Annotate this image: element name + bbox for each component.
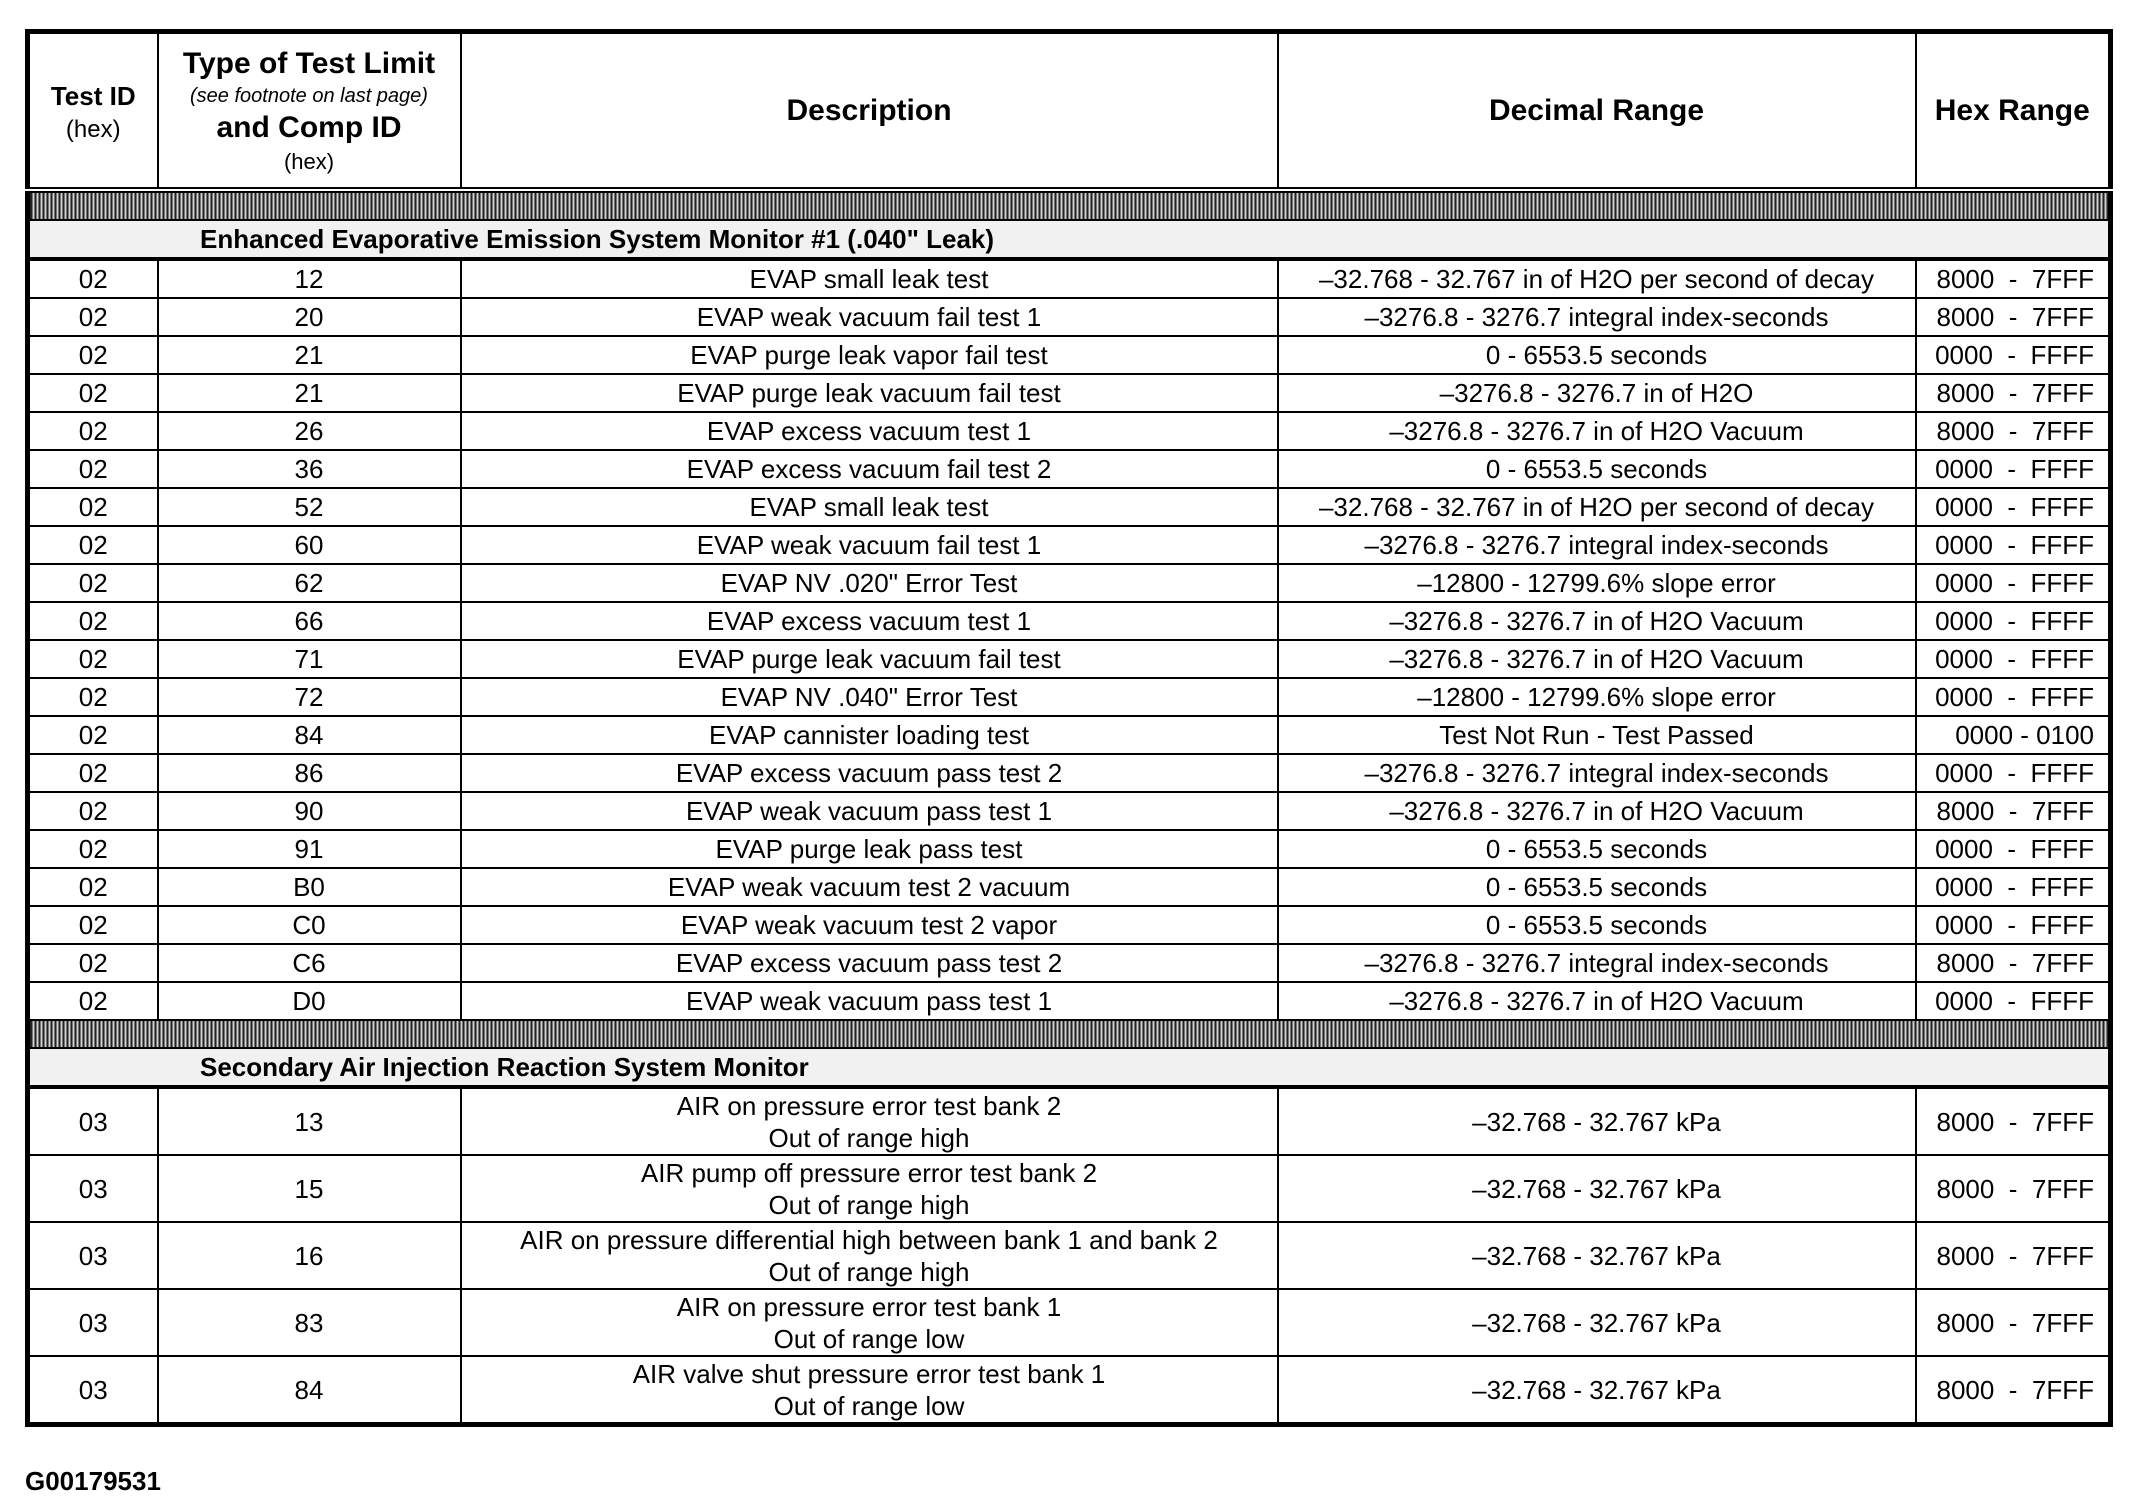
section-title: Enhanced Evaporative Emission System Monitor #1 (.040" Leak) [28, 220, 2111, 259]
cell-comp-id: 90 [158, 792, 461, 830]
cell-decimal-range: –3276.8 - 3276.7 integral index-seconds [1278, 944, 1916, 982]
hex-range-value: 0000 - FFFF [1935, 340, 2094, 370]
cell-decimal-range: –32.768 - 32.767 kPa [1278, 1289, 1916, 1356]
table-row [28, 374, 2111, 412]
cell-description: EVAP excess vacuum test 1 [461, 412, 1278, 450]
table-row [28, 1289, 2111, 1356]
cell-hex-range [1916, 1289, 2111, 1356]
cell-decimal-range: 0 - 6553.5 seconds [1278, 868, 1916, 906]
hex-range-value: 8000 - 7FFF [1936, 378, 2094, 408]
cell-hex-range [1916, 526, 2111, 564]
hex-range-value: 0000 - FFFF [1935, 492, 2094, 522]
section-header-row [28, 1048, 2111, 1087]
cell-decimal-range: –32.768 - 32.767 in of H2O per second of decay [1278, 259, 1916, 298]
cell-hex-range [1916, 678, 2111, 716]
cell-description: EVAP purge leak pass test [461, 830, 1278, 868]
cell-decimal-range: –32.768 - 32.767 kPa [1278, 1222, 1916, 1289]
description-line-2: Out of range high [768, 1189, 970, 1220]
cell-decimal-range: –3276.8 - 3276.7 integral index-seconds [1278, 298, 1916, 336]
table-row [28, 602, 2111, 640]
cell-hex-range [1916, 298, 2111, 336]
cell-test-id: 02 [28, 944, 158, 982]
cell-test-id: 02 [28, 830, 158, 868]
cell-test-id: 03 [28, 1289, 158, 1356]
table-header-row [28, 32, 2111, 191]
cell-description: EVAP weak vacuum pass test 1 [461, 792, 1278, 830]
cell-description: EVAP weak vacuum test 2 vapor [461, 906, 1278, 944]
cell-decimal-range: –32.768 - 32.767 kPa [1278, 1356, 1916, 1425]
table-row [28, 716, 2111, 754]
cell-description: EVAP NV .040" Error Test [461, 678, 1278, 716]
table-row [28, 982, 2111, 1020]
figure-id: G00179531 [25, 1466, 161, 1496]
cell-comp-id: 52 [158, 488, 461, 526]
cell-description [461, 1155, 1278, 1222]
header-hex-range [1916, 32, 2111, 191]
description-line-1: AIR on pressure differential high between bank 1 and bank 2 [520, 1224, 1218, 1255]
cell-decimal-range: –3276.8 - 3276.7 in of H2O Vacuum [1278, 602, 1916, 640]
cell-comp-id: 12 [158, 259, 461, 298]
table-row [28, 640, 2111, 678]
cell-comp-id: 13 [158, 1087, 461, 1155]
cell-decimal-range: –3276.8 - 3276.7 integral index-seconds [1278, 526, 1916, 564]
cell-hex-range [1916, 830, 2111, 868]
cell-test-id: 02 [28, 982, 158, 1020]
cell-hex-range [1916, 259, 2111, 298]
cell-test-id: 02 [28, 374, 158, 412]
cell-test-id: 02 [28, 716, 158, 754]
cell-decimal-range: 0 - 6553.5 seconds [1278, 906, 1916, 944]
header-hex-range-label: Hex Range [1934, 93, 2090, 127]
description-line-1: AIR valve shut pressure error test bank 1 [632, 1358, 1106, 1389]
cell-test-id: 02 [28, 868, 158, 906]
header-comp-id-label: and Comp ID [216, 110, 402, 144]
table-row [28, 868, 2111, 906]
hex-range-value: 8000 - 7FFF [1936, 1307, 2094, 1338]
hex-range-value: 0000 - FFFF [1935, 568, 2094, 598]
cell-decimal-range: –3276.8 - 3276.7 in of H2O Vacuum [1278, 412, 1916, 450]
cell-description: EVAP cannister loading test [461, 716, 1278, 754]
cell-hex-range [1916, 1356, 2111, 1425]
hex-range-value: 0000 - FFFF [1935, 682, 2094, 712]
cell-decimal-range: –3276.8 - 3276.7 in of H2O Vacuum [1278, 792, 1916, 830]
cell-comp-id: 71 [158, 640, 461, 678]
cell-hex-range [1916, 944, 2111, 982]
section-divider [28, 190, 2111, 220]
cell-description [461, 1289, 1278, 1356]
cell-comp-id: D0 [158, 982, 461, 1020]
description-line-2: Out of range high [768, 1256, 970, 1287]
cell-description: EVAP excess vacuum test 1 [461, 602, 1278, 640]
cell-comp-id: 36 [158, 450, 461, 488]
cell-comp-id: 16 [158, 1222, 461, 1289]
header-type-label: Type of Test Limit [182, 46, 436, 80]
hex-range-value: 8000 - 7FFF [1936, 302, 2094, 332]
header-test-id [28, 32, 158, 191]
cell-comp-id: 84 [158, 716, 461, 754]
table-row [28, 336, 2111, 374]
cell-decimal-range: –32.768 - 32.767 kPa [1278, 1155, 1916, 1222]
table-row [28, 678, 2111, 716]
table-row [28, 1222, 2111, 1289]
header-test-id-label: Test ID [50, 80, 136, 111]
table-row [28, 488, 2111, 526]
table-row [28, 564, 2111, 602]
cell-test-id: 02 [28, 754, 158, 792]
cell-test-id: 03 [28, 1155, 158, 1222]
cell-comp-id: C6 [158, 944, 461, 982]
cell-description: EVAP NV .020" Error Test [461, 564, 1278, 602]
cell-comp-id: 72 [158, 678, 461, 716]
table-row [28, 792, 2111, 830]
cell-comp-id: 15 [158, 1155, 461, 1222]
cell-comp-id: 60 [158, 526, 461, 564]
cell-hex-range [1916, 374, 2111, 412]
cell-comp-id: 83 [158, 1289, 461, 1356]
cell-description: EVAP excess vacuum pass test 2 [461, 754, 1278, 792]
cell-decimal-range: –3276.8 - 3276.7 in of H2O Vacuum [1278, 982, 1916, 1020]
header-decimal-range-label: Decimal Range [1488, 93, 1705, 127]
cell-comp-id: 20 [158, 298, 461, 336]
cell-test-id: 02 [28, 450, 158, 488]
cell-decimal-range: –32.768 - 32.767 in of H2O per second of decay [1278, 488, 1916, 526]
cell-test-id: 02 [28, 678, 158, 716]
table-row [28, 754, 2111, 792]
cell-comp-id: 62 [158, 564, 461, 602]
hex-range-value: 0000 - FFFF [1935, 910, 2094, 940]
cell-hex-range [1916, 412, 2111, 450]
cell-hex-range [1916, 792, 2111, 830]
description-line-1: AIR pump off pressure error test bank 2 [640, 1157, 1098, 1188]
cell-description: EVAP weak vacuum pass test 1 [461, 982, 1278, 1020]
table-row [28, 1356, 2111, 1425]
cell-description: EVAP small leak test [461, 488, 1278, 526]
table-row [28, 526, 2111, 564]
cell-description: EVAP small leak test [461, 259, 1278, 298]
hex-range-value: 8000 - 7FFF [1936, 1240, 2094, 1271]
hex-range-value: 8000 - 7FFF [1936, 1374, 2094, 1405]
cell-description [461, 1087, 1278, 1155]
table-row [28, 259, 2111, 298]
cell-test-id: 02 [28, 602, 158, 640]
description-line-2: Out of range low [773, 1390, 965, 1421]
cell-hex-range [1916, 754, 2111, 792]
cell-description: EVAP weak vacuum fail test 1 [461, 298, 1278, 336]
header-description [461, 32, 1278, 191]
cell-decimal-range: –12800 - 12799.6% slope error [1278, 678, 1916, 716]
hex-range-value: 8000 - 7FFF [1936, 416, 2094, 446]
cell-hex-range [1916, 450, 2111, 488]
cell-hex-range [1916, 336, 2111, 374]
cell-comp-id: 21 [158, 336, 461, 374]
hex-range-value: 8000 - 7FFF [1936, 796, 2094, 826]
cell-hex-range [1916, 716, 2111, 754]
description-line-1: AIR on pressure error test bank 2 [676, 1090, 1062, 1121]
table-row [28, 906, 2111, 944]
description-line-2: Out of range low [773, 1323, 965, 1354]
cell-hex-range [1916, 488, 2111, 526]
hex-range-value: 0000 - FFFF [1935, 454, 2094, 484]
section-divider-band [28, 1020, 2111, 1048]
hex-range-value: 8000 - 7FFF [1936, 1173, 2094, 1204]
cell-decimal-range: Test Not Run - Test Passed [1278, 716, 1916, 754]
cell-description: EVAP weak vacuum test 2 vacuum [461, 868, 1278, 906]
section-divider [28, 1020, 2111, 1048]
cell-comp-id: C0 [158, 906, 461, 944]
cell-comp-id: B0 [158, 868, 461, 906]
cell-test-id: 02 [28, 564, 158, 602]
cell-description: EVAP excess vacuum pass test 2 [461, 944, 1278, 982]
cell-hex-range [1916, 602, 2111, 640]
cell-comp-id: 91 [158, 830, 461, 868]
cell-hex-range [1916, 982, 2111, 1020]
cell-decimal-range: –3276.8 - 3276.7 in of H2O [1278, 374, 1916, 412]
header-test-id-sub: (hex) [65, 115, 121, 143]
cell-description: EVAP purge leak vacuum fail test [461, 374, 1278, 412]
cell-test-id: 03 [28, 1222, 158, 1289]
cell-hex-range [1916, 1222, 2111, 1289]
cell-comp-id: 84 [158, 1356, 461, 1425]
section-header-row [28, 220, 2111, 259]
cell-test-id: 02 [28, 526, 158, 564]
cell-decimal-range: 0 - 6553.5 seconds [1278, 830, 1916, 868]
cell-description: EVAP excess vacuum fail test 2 [461, 450, 1278, 488]
cell-test-id: 02 [28, 640, 158, 678]
cell-hex-range [1916, 906, 2111, 944]
cell-hex-range [1916, 1087, 2111, 1155]
hex-range-value: 8000 - 7FFF [1936, 948, 2094, 978]
cell-hex-range [1916, 564, 2111, 602]
section-title: Secondary Air Injection Reaction System Monitor [28, 1048, 2111, 1087]
header-description-label: Description [786, 93, 952, 127]
hex-range-value: 0000 - FFFF [1935, 986, 2094, 1016]
cell-test-id: 03 [28, 1356, 158, 1425]
table-row [28, 450, 2111, 488]
hex-range-value: 0000 - FFFF [1935, 872, 2094, 902]
cell-test-id: 02 [28, 488, 158, 526]
cell-test-id: 02 [28, 906, 158, 944]
hex-range-value: 0000 - FFFF [1935, 530, 2094, 560]
cell-comp-id: 26 [158, 412, 461, 450]
cell-description [461, 1222, 1278, 1289]
section-divider-band [28, 190, 2111, 220]
test-limits-table [25, 29, 2113, 1427]
table-row [28, 1087, 2111, 1155]
header-decimal-range [1278, 32, 1916, 191]
cell-test-id: 02 [28, 792, 158, 830]
hex-range-value: 8000 - 7FFF [1936, 264, 2094, 294]
cell-decimal-range: –3276.8 - 3276.7 in of H2O Vacuum [1278, 640, 1916, 678]
hex-range-value: 0000 - FFFF [1935, 606, 2094, 636]
cell-comp-id: 86 [158, 754, 461, 792]
hex-range-value: 0000 - FFFF [1935, 644, 2094, 674]
cell-decimal-range: –12800 - 12799.6% slope error [1278, 564, 1916, 602]
cell-test-id: 02 [28, 259, 158, 298]
description-line-1: AIR on pressure error test bank 1 [676, 1291, 1062, 1322]
cell-test-id: 02 [28, 336, 158, 374]
hex-range-value: 8000 - 7FFF [1936, 1106, 2094, 1137]
cell-comp-id: 66 [158, 602, 461, 640]
table-row [28, 1155, 2111, 1222]
cell-test-id: 02 [28, 298, 158, 336]
table-row [28, 830, 2111, 868]
table-row [28, 412, 2111, 450]
header-comp-id-sub: (hex) [283, 148, 335, 174]
cell-decimal-range: 0 - 6553.5 seconds [1278, 336, 1916, 374]
cell-test-id: 02 [28, 412, 158, 450]
cell-description: EVAP purge leak vacuum fail test [461, 640, 1278, 678]
description-line-2: Out of range high [768, 1122, 970, 1153]
table-row [28, 298, 2111, 336]
cell-test-id: 03 [28, 1087, 158, 1155]
hex-range-value: 0000 - FFFF [1935, 834, 2094, 864]
cell-hex-range [1916, 868, 2111, 906]
cell-description: EVAP weak vacuum fail test 1 [461, 526, 1278, 564]
cell-hex-range [1916, 640, 2111, 678]
header-type-comp-id [158, 32, 461, 191]
cell-decimal-range: 0 - 6553.5 seconds [1278, 450, 1916, 488]
cell-hex-range [1916, 1155, 2111, 1222]
cell-description [461, 1356, 1278, 1425]
table-body [28, 190, 2111, 1425]
cell-description: EVAP purge leak vapor fail test [461, 336, 1278, 374]
hex-range-value: 0000 - FFFF [1935, 758, 2094, 788]
cell-comp-id: 21 [158, 374, 461, 412]
cell-decimal-range: –32.768 - 32.767 kPa [1278, 1087, 1916, 1155]
header-type-footnote: (see footnote on last page) [190, 84, 428, 107]
hex-range-value: 0000 - 0100 [1955, 720, 2094, 750]
table-row [28, 944, 2111, 982]
cell-decimal-range: –3276.8 - 3276.7 integral index-seconds [1278, 754, 1916, 792]
